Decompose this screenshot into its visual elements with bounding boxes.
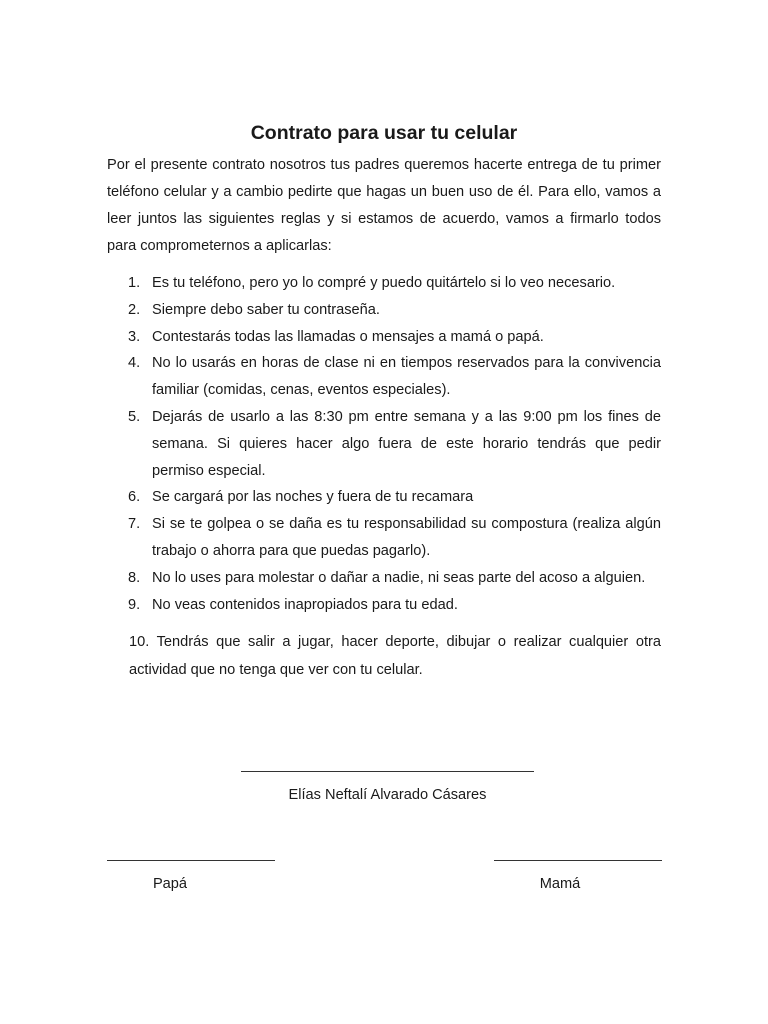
rule-item (107, 324, 661, 351)
rule-number: 2. (128, 301, 141, 318)
rule-text: Si se te golpea o se daña es tu responsabilidad su compostura (realiza algún trabajo o ahorra para que puedas pagarlo). (152, 516, 661, 559)
rules-list (107, 270, 661, 618)
rule-number: 4. (128, 355, 141, 372)
rule-item (107, 297, 661, 324)
rule-number: 5. (128, 408, 141, 425)
mother-signature-line (494, 860, 662, 861)
rule-item (107, 270, 661, 297)
rule-text: No lo uses para molestar o dañar a nadie, ni seas parte del acoso a alguien. (152, 569, 646, 586)
rule-item (107, 511, 661, 565)
rule-number: 7. (128, 516, 141, 533)
rule-item (107, 484, 661, 511)
rule-number: 8. (128, 569, 141, 586)
rule-number: 6. (128, 489, 141, 506)
child-signature-line (241, 771, 534, 772)
rule-text: Dejarás de usarlo a las 8:30 pm entre semana y a las 9:00 pm los fines de semana. Si quieres hacer algo fuera de este horario tendrás que pedir permiso especial. (152, 408, 661, 479)
rule-text: Siempre debo saber tu contraseña. (152, 301, 380, 318)
rule-item (107, 350, 661, 404)
document-title: Contrato para usar tu celular (250, 122, 518, 144)
rule-item (107, 404, 661, 484)
rule-item (107, 592, 661, 619)
father-signature-line (107, 860, 275, 861)
rule-text: Es tu teléfono, pero yo lo compré y puedo quitártelo si lo veo necesario. (152, 275, 616, 291)
intro-paragraph: Por el presente contrato nosotros tus padres queremos hacerte entrega de tu primer teléfono celular y a cambio pedirte que hagas un buen uso de él. Para ello, vamos a leer juntos las siguientes reglas y si estamos de acuerdo, vamos a firmarlo todos para comprometernos a aplicarlas: (107, 157, 661, 254)
mother-signature-name: Mamá (539, 876, 581, 892)
child-signature-name: Elías Neftalí Alvarado Cásares (288, 787, 487, 803)
rule-text: No veas contenidos inapropiados para tu edad. (152, 596, 458, 613)
rule-number: 3. (128, 328, 141, 345)
rule-text: Contestarás todas las llamadas o mensajes a mamá o papá. (152, 328, 544, 345)
rule-ten: 10. Tendrás que salir a jugar, hacer deporte, dibujar o realizar cualquier otra actividad que no tenga que ver con tu celular. (129, 634, 661, 678)
rule-text: No lo usarás en horas de clase ni en tiempos reservados para la convivencia familiar (comidas, cenas, eventos especiales). (152, 355, 661, 399)
rule-text: Se cargará por las noches y fuera de tu recamara (152, 489, 474, 506)
father-signature-name: Papá (152, 876, 188, 892)
rule-number: 1. (128, 275, 141, 291)
rule-item (107, 565, 661, 592)
rule-number: 9. (128, 596, 141, 613)
